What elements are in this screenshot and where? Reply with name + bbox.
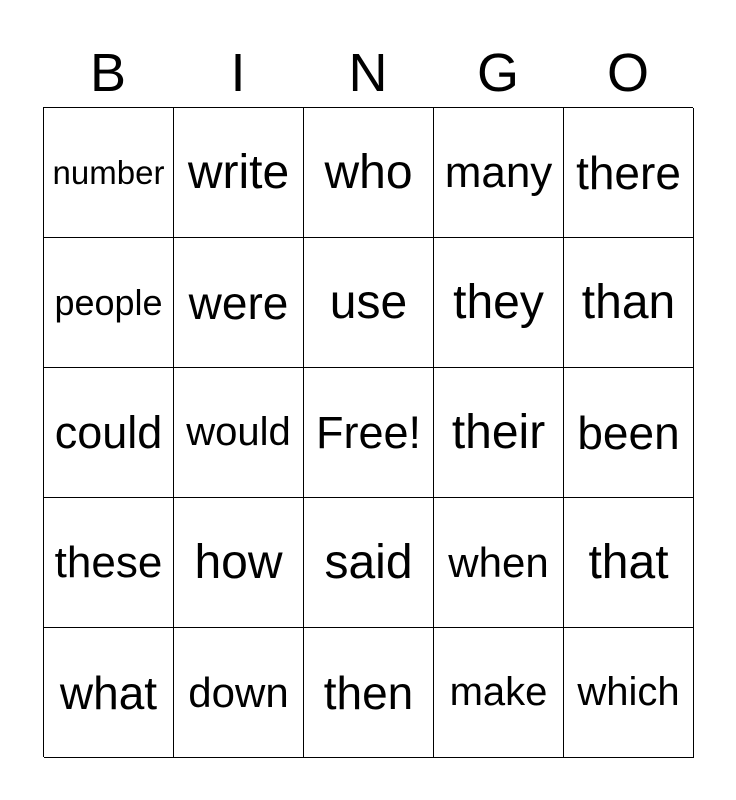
bingo-cell-r5c3[interactable]	[304, 628, 434, 758]
bingo-cell-word: use	[329, 276, 408, 329]
bingo-cell-r2c4[interactable]	[434, 238, 564, 368]
bingo-cell-r2c5[interactable]	[564, 238, 694, 368]
bingo-cell-r3c1[interactable]	[44, 368, 174, 498]
bingo-cell-word: than	[581, 276, 676, 329]
bingo-cell-word: make	[449, 670, 548, 714]
header-letter-o: O	[606, 43, 649, 103]
bingo-cell-r5c4[interactable]	[434, 628, 564, 758]
bingo-cell-r5c5[interactable]	[564, 628, 694, 758]
bingo-cell-r5c1[interactable]	[44, 628, 174, 758]
bingo-cell-r4c5[interactable]	[564, 498, 694, 628]
bingo-cell-r1c2[interactable]	[174, 108, 304, 238]
bingo-cell-word: they	[453, 276, 544, 329]
bingo-cell-word: how	[194, 536, 283, 589]
bingo-cell-word: many	[444, 147, 553, 197]
bingo-cell-word: which	[577, 670, 680, 714]
bingo-cell-r4c3[interactable]	[304, 498, 434, 628]
bingo-cell-word: could	[54, 406, 163, 458]
bingo-cell-word: there	[576, 146, 681, 199]
bingo-cell-r1c3[interactable]	[304, 108, 434, 238]
bingo-cell-r1c5[interactable]	[564, 108, 694, 238]
bingo-cell-r3c4[interactable]	[434, 368, 564, 498]
header-letter-i: I	[230, 43, 246, 103]
bingo-cell-word: who	[324, 146, 413, 199]
bingo-cell-word: Free!	[315, 406, 422, 458]
bingo-cell-r5c2[interactable]	[174, 628, 304, 758]
bingo-cell-r3c5[interactable]	[564, 368, 694, 498]
header-letter-g: G	[476, 43, 519, 103]
bingo-cell-word: then	[323, 666, 414, 719]
bingo-cell-r4c2[interactable]	[174, 498, 304, 628]
bingo-cell-word: were	[188, 276, 289, 329]
bingo-cell-r4c4[interactable]	[434, 498, 564, 628]
bingo-cell-word: said	[324, 536, 413, 589]
bingo-cell-word: been	[577, 406, 680, 459]
bingo-cell-word: write	[187, 146, 290, 199]
bingo-cell-word: when	[448, 538, 549, 586]
bingo-cell-r2c3[interactable]	[304, 238, 434, 368]
bingo-header	[43, 40, 693, 106]
bingo-cell-word: that	[588, 536, 669, 589]
bingo-cell-word: down	[188, 668, 289, 716]
bingo-cell-word: their	[451, 406, 546, 459]
bingo-cell-r3c2[interactable]	[174, 368, 304, 498]
bingo-cell-r2c2[interactable]	[174, 238, 304, 368]
bingo-cell-r1c4[interactable]	[434, 108, 564, 238]
bingo-cell-r3c3[interactable]	[304, 368, 434, 498]
bingo-cell-r2c1[interactable]	[44, 238, 174, 368]
bingo-cell-r4c1[interactable]	[44, 498, 174, 628]
bingo-cell-word: these	[54, 537, 163, 587]
bingo-card-grid	[43, 107, 693, 757]
bingo-cell-word: would	[186, 410, 291, 454]
bingo-cell-word: number	[52, 153, 165, 191]
header-letter-b: B	[89, 43, 127, 103]
header-letter-n: N	[348, 43, 388, 103]
bingo-cell-word: people	[54, 281, 163, 323]
bingo-cell-r1c1[interactable]	[44, 108, 174, 238]
bingo-cell-word: what	[59, 666, 158, 719]
